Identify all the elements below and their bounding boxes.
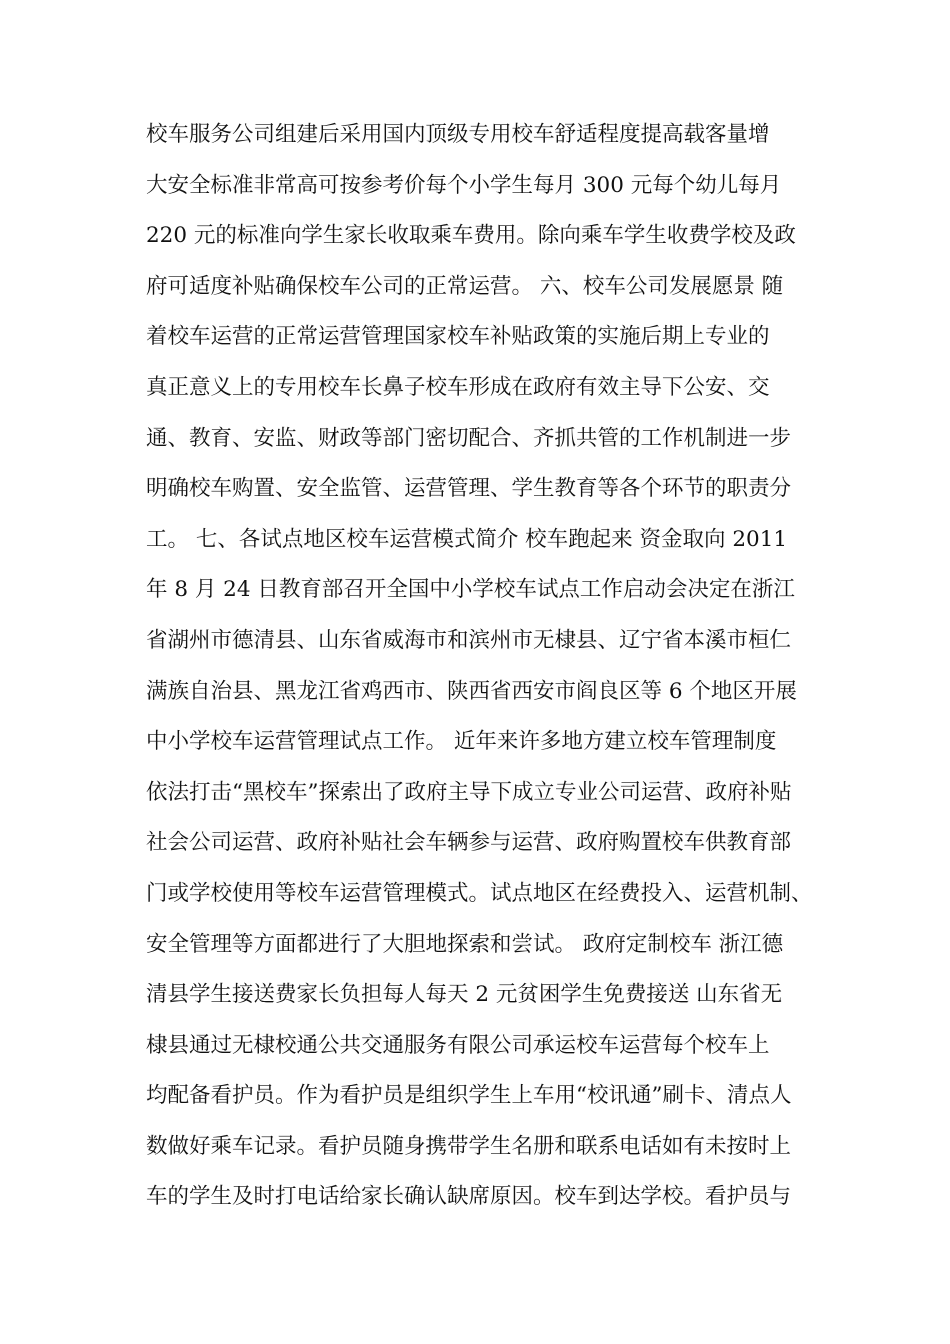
text-line: 均配备看护员。作为看护员是组织学生上车用“校讯通”刷卡、清点人 <box>146 1083 792 1109</box>
text-line: 年 8 月 24 日教育部召开全国中小学校车试点工作启动会决定在浙江 <box>146 577 795 603</box>
text-line: 220 元的标准向学生家长收取乘车费用。除向乘车学生收费学校及政 <box>146 223 796 249</box>
text-line: 工。 七、各试点地区校车运营模式简介 校车跑起来 资金取向 2011 <box>146 526 788 552</box>
text-line: 明确校车购置、安全监管、运营管理、学生教育等各个环节的职责分 <box>146 476 792 502</box>
text-line: 大安全标准非常高可按参考价每个小学生每月 300 元每个幼儿每月 <box>146 172 782 198</box>
text-line: 车的学生及时打电话给家长确认缺席原因。校车到达学校。看护员与 <box>146 1184 792 1210</box>
body-text <box>146 118 816 1231</box>
text-line: 棣县通过无棣校通公共交通服务有限公司承运校车运营每个校车上 <box>146 1032 770 1058</box>
text-line: 府可适度补贴确保校车公司的正常运营。 六、校车公司发展愿景 随 <box>146 273 784 299</box>
text-line: 满族自治县、黑龙江省鸡西市、陕西省西安市阎良区等 6 个地区开展 <box>146 678 797 704</box>
text-line: 中小学校车运营管理试点工作。 近年来许多地方建立校车管理制度 <box>146 729 777 755</box>
text-line: 社会公司运营、政府补贴社会车辆参与运营、政府购置校车供教育部 <box>146 830 792 856</box>
text-line: 着校车运营的正常运营管理国家校车补贴政策的实施后期上专业的 <box>146 324 770 350</box>
text-line: 依法打击“黑校车”探索出了政府主导下成立专业公司运营、政府补贴 <box>146 779 792 805</box>
text-line: 校车服务公司组建后采用国内顶级专用校车舒适程度提高载客量增 <box>146 122 770 147</box>
text-line: 数做好乘车记录。看护员随身携带学生名册和联系电话如有未按时上 <box>146 1133 792 1159</box>
text-line: 门或学校使用等校车运营管理模式。试点地区在经费投入、运营机制、 <box>146 880 813 906</box>
text-line: 真正意义上的专用校车长鼻子校车形成在政府有效主导下公安、交 <box>146 374 770 400</box>
text-line: 通、教育、安监、财政等部门密切配合、齐抓共管的工作机制进一步 <box>146 425 792 451</box>
text-line: 清县学生接送费家长负担每人每天 2 元贫困学生免费接送 山东省无 <box>146 982 783 1008</box>
text-line: 安全管理等方面都进行了大胆地探索和尝试。 政府定制校车 浙江德 <box>146 931 784 957</box>
text-line: 省湖州市德清县、山东省威海市和滨州市无棣县、辽宁省本溪市桓仁 <box>146 627 792 653</box>
